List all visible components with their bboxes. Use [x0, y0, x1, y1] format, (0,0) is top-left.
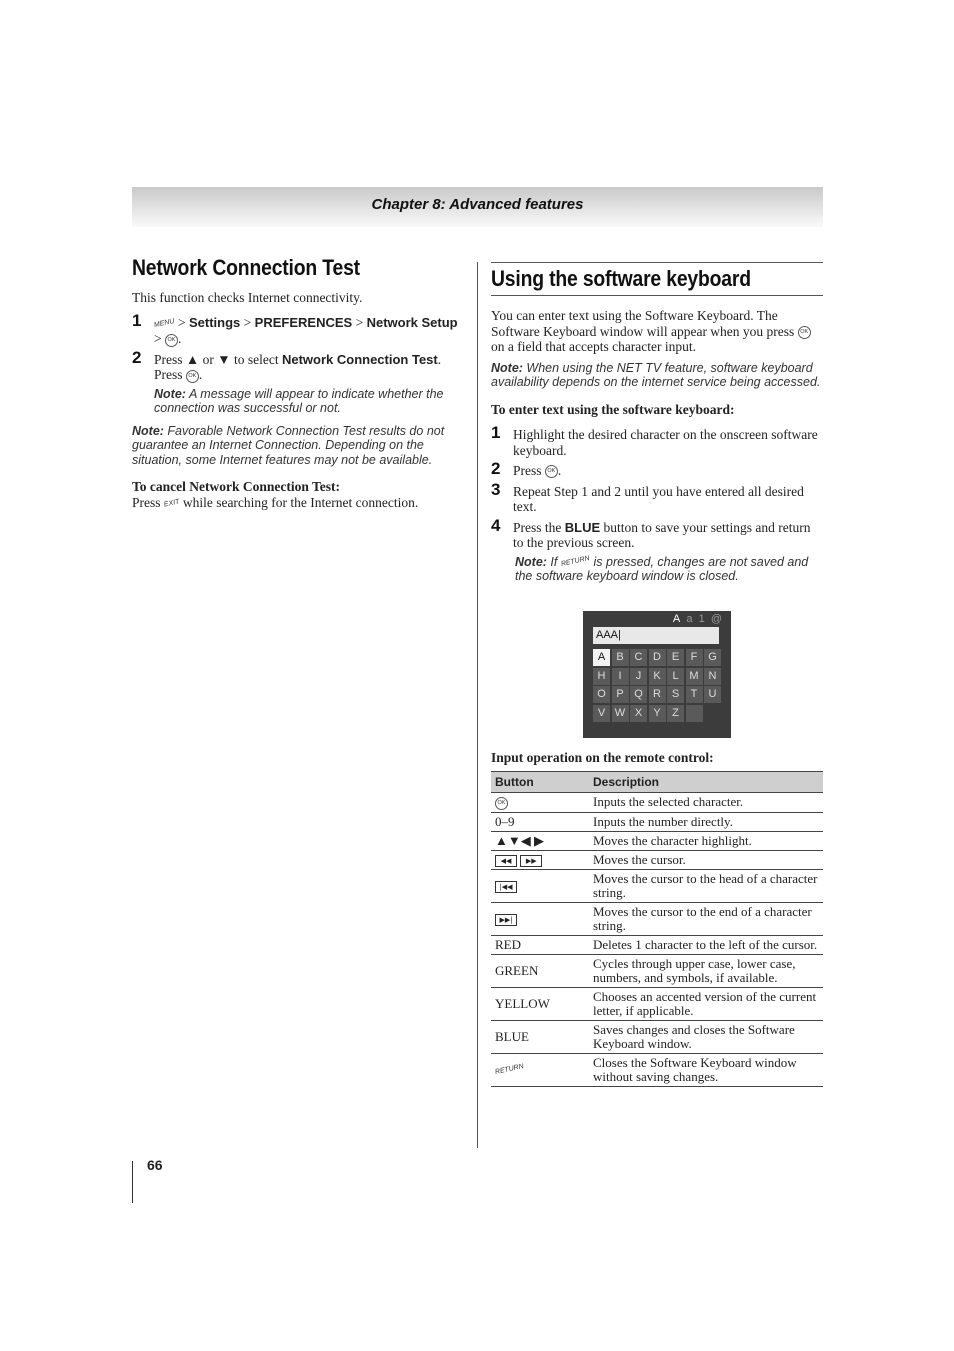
page-number: 66	[147, 1157, 163, 1173]
note-text: When using the NET TV feature, software keyboard availability depends on the internet service being accessed.	[491, 360, 821, 389]
input-operation-heading: Input operation on the remote control:	[491, 750, 714, 765]
table-row	[491, 902, 823, 935]
chapter-title: Chapter 8: Advanced features	[371, 196, 584, 213]
note-label: Note:	[132, 423, 164, 438]
mode-lowercase: a	[686, 613, 693, 625]
keyboard-key-grid	[593, 649, 721, 722]
key-f: F	[686, 649, 703, 666]
menu-item-network-connection-test: Network Connection Test	[281, 351, 438, 367]
description-cell: Closes the Software Keyboard window without saving changes.	[589, 1053, 823, 1086]
description-cell: Moves the cursor.	[589, 850, 823, 869]
key-p: P	[612, 686, 629, 703]
key-l: L	[667, 668, 684, 685]
enter-text-heading: To enter text using the software keyboard:	[491, 401, 735, 417]
key-t: T	[686, 686, 703, 703]
menu-icon: MENU	[153, 317, 176, 329]
intro-text: You can enter text using the Software Keyboard. The Software Keyboard window will appear when you press	[491, 308, 798, 339]
step-number: 2	[491, 459, 501, 478]
exit-icon: EXIT	[163, 498, 180, 509]
cancel-heading: To cancel Network Connection Test:	[132, 479, 340, 495]
section-title-network-test: Network Connection Test	[132, 255, 360, 280]
button-cell	[491, 869, 589, 902]
key-r: R	[649, 686, 666, 703]
right-column	[491, 262, 823, 584]
table-row	[491, 850, 823, 869]
keyboard-step-2: 2 Press OK .	[491, 459, 562, 478]
step-text: Press the	[513, 519, 565, 535]
cancel-instructions	[132, 495, 462, 512]
key-b: B	[612, 649, 629, 666]
section-title-software-keyboard: Using the software keyboard	[491, 266, 751, 291]
note-text: is pressed, changes are not saved and the software keyboard window is closed.	[515, 554, 809, 584]
column-divider	[477, 262, 478, 1148]
menu-path-preferences: PREFERENCES	[254, 314, 353, 330]
keyboard-step-4	[491, 515, 823, 551]
menu-path-network-setup: Network Setup	[366, 314, 458, 330]
separator: >	[352, 314, 367, 330]
step-2-note	[132, 387, 462, 416]
note-text: Favorable Network Connection Test results do not guarantee an Internet Connection. Depending on the situation, some Internet features may not be available.	[132, 423, 445, 467]
key-d: D	[649, 649, 666, 666]
network-test-note	[132, 424, 462, 468]
button-cell	[491, 902, 589, 935]
section-title-box	[491, 262, 823, 296]
description-cell: Moves the cursor to the head of a character string.	[589, 869, 823, 902]
button-cell: RED	[491, 935, 589, 954]
note-text: A message will appear to indicate whether the connection was successful or not.	[154, 386, 444, 416]
step-number: 2	[132, 347, 142, 367]
chapter-header-band	[132, 187, 823, 227]
step-text: . Press	[154, 351, 442, 383]
key-s: S	[667, 686, 684, 703]
button-cell: YELLOW	[491, 987, 589, 1020]
table-row	[491, 812, 823, 831]
table-row	[491, 954, 823, 987]
key-v: V	[593, 705, 610, 722]
step-number: 3	[491, 479, 501, 499]
key-x: X	[630, 705, 647, 722]
key-blank	[686, 705, 703, 722]
separator: >	[154, 331, 165, 347]
step-text: Press ▲ or ▼ to select	[154, 351, 282, 367]
network-step-2	[132, 347, 462, 383]
cancel-text: while searching for the Internet connection.	[179, 494, 419, 510]
key-e: E	[667, 649, 684, 666]
description-cell: Cycles through upper case, lower case, numbers, and symbols, if available.	[589, 954, 823, 987]
ok-icon: OK	[545, 465, 558, 478]
skip-back-icon: |◀◀	[495, 878, 517, 893]
description-cell: Inputs the number directly.	[589, 812, 823, 831]
key-h: H	[593, 668, 610, 685]
key-u: U	[704, 686, 721, 703]
separator: >	[174, 314, 189, 330]
step-text: Highlight the desired character on the onscreen software keyboard.	[513, 427, 818, 458]
table-header-row	[491, 772, 823, 793]
key-g: G	[704, 649, 721, 666]
step-text: Repeat Step 1 and 2 until you have entered all desired text.	[513, 483, 804, 514]
return-icon: RETURN	[494, 1063, 525, 1076]
table-row	[491, 831, 823, 850]
table-row	[491, 793, 823, 813]
table-row	[491, 1053, 823, 1086]
period: .	[178, 331, 182, 347]
description-cell: Chooses an accented version of the current letter, if applicable.	[589, 987, 823, 1020]
column-header-button: Button	[491, 772, 589, 793]
description-cell: Moves the cursor to the end of a character string.	[589, 902, 823, 935]
button-cell: 0–9	[491, 812, 589, 831]
key-y: Y	[649, 705, 666, 722]
page-number-rule	[132, 1161, 133, 1203]
key-c: C	[630, 649, 647, 666]
mode-symbols: @	[710, 613, 722, 625]
description-cell: Deletes 1 character to the left of the cursor.	[589, 935, 823, 954]
table-row	[491, 935, 823, 954]
key-a: A	[593, 649, 610, 666]
step-number: 4	[491, 515, 501, 535]
return-icon: RETURN	[560, 555, 591, 568]
remote-operations-table	[491, 771, 823, 1087]
mode-uppercase: A	[672, 613, 681, 625]
note-label: Note:	[515, 554, 547, 569]
description-cell: Inputs the selected character.	[589, 793, 823, 813]
button-cell: GREEN	[491, 954, 589, 987]
table-row	[491, 869, 823, 902]
key-n: N	[704, 668, 721, 685]
keyboard-text-field: AAA|	[593, 627, 719, 644]
period: .	[198, 367, 203, 383]
menu-path-settings: Settings	[189, 314, 241, 330]
key-m: M	[686, 668, 703, 685]
column-header-description: Description	[589, 772, 823, 793]
ok-icon: OK	[798, 326, 811, 339]
table-row	[491, 1020, 823, 1053]
ok-icon: OK	[186, 370, 199, 383]
step-text: button to save your settings and return to the previous screen.	[513, 519, 811, 550]
keyboard-step-1	[491, 423, 823, 458]
key-w: W	[612, 705, 629, 722]
key-k: K	[649, 668, 666, 685]
skip-forward-icon: ▶▶|	[495, 911, 517, 926]
rewind-fastforward-icon: ◀◀ ▶▶	[495, 852, 542, 867]
note-label: Note:	[154, 386, 186, 401]
button-cell	[491, 793, 589, 813]
key-q: Q	[630, 686, 647, 703]
network-step-1	[132, 310, 462, 347]
button-cell: ▲▼◀ ▶	[491, 831, 589, 850]
keyboard-step-3	[491, 479, 823, 515]
software-keyboard-screenshot	[583, 611, 731, 738]
keyboard-intro	[491, 308, 823, 355]
ok-icon: OK	[495, 794, 508, 809]
return-note	[491, 555, 823, 584]
note-text: If	[546, 554, 561, 569]
button-cell: BLUE	[491, 1020, 589, 1053]
note-label: Note:	[491, 360, 523, 375]
blue-button-label: BLUE	[564, 519, 601, 535]
left-column	[132, 255, 462, 511]
step-number: 1	[491, 423, 501, 442]
key-o: O	[593, 686, 610, 703]
net-tv-note	[491, 361, 823, 390]
key-j: J	[630, 668, 647, 685]
cancel-text: Press	[132, 494, 164, 510]
button-cell	[491, 850, 589, 869]
button-cell	[491, 1053, 589, 1086]
ok-icon: OK	[165, 334, 178, 347]
key-z: Z	[667, 705, 684, 722]
intro-text: on a field that accepts character input.	[491, 339, 697, 354]
step-text: Press	[513, 463, 545, 478]
separator: >	[240, 314, 255, 330]
keyboard-mode-indicator	[673, 613, 722, 625]
key-i: I	[612, 668, 629, 685]
description-cell: Saves changes and closes the Software Keyboard window.	[589, 1020, 823, 1053]
step-number: 1	[132, 310, 142, 330]
table-row	[491, 987, 823, 1020]
description-cell: Moves the character highlight.	[589, 831, 823, 850]
mode-numbers: 1	[698, 613, 705, 625]
network-test-intro: This function checks Internet connectivity.	[132, 290, 363, 305]
